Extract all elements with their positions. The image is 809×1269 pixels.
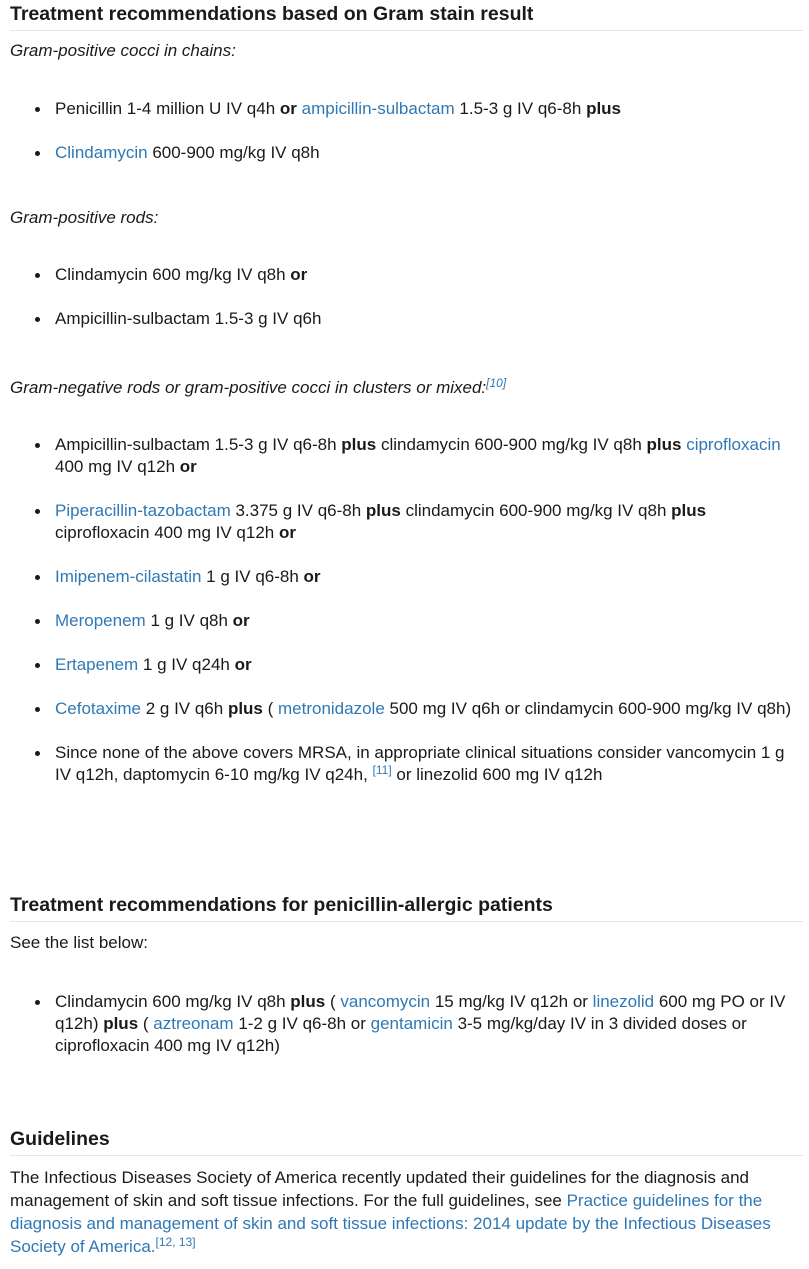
item-bold-text: plus	[341, 435, 377, 454]
section-title-guidelines: Guidelines	[10, 1125, 803, 1156]
item-text: Clindamycin 600 mg/kg IV q8h	[55, 265, 291, 284]
item-text: 1 g IV q24h	[138, 655, 235, 674]
drug-link[interactable]: linezolid	[592, 992, 655, 1011]
subheading-gp-rods: Gram-positive rods:	[10, 208, 159, 227]
item-text: 1 g IV q6-8h	[201, 567, 304, 586]
list-item	[55, 610, 803, 632]
item-text: or linezolid 600 mg IV q12h	[391, 765, 603, 784]
item-text: 3-5 mg/kg/day IV in 3 divided doses or ciprofloxacin 400 mg IV q12h)	[55, 1014, 747, 1055]
guidelines-paragraph	[10, 1166, 803, 1258]
item-text: (	[262, 699, 278, 718]
item-bold-text: or	[279, 99, 297, 118]
list-item	[55, 991, 803, 1057]
subheading-gpc-chains: Gram-positive cocci in chains:	[10, 41, 236, 60]
list-gn-mixed	[10, 434, 803, 808]
section2-intro: See the list below:	[10, 933, 148, 952]
drug-link[interactable]: Ertapenem	[55, 655, 139, 674]
item-text: 1.5-3 g IV q6-8h	[454, 99, 587, 118]
subheading-gn-mixed	[10, 377, 803, 399]
list-item	[55, 566, 803, 588]
list-item	[55, 98, 803, 120]
item-bold-text: plus	[586, 99, 622, 118]
reference-link[interactable]: [11]	[372, 763, 392, 777]
item-bold-text: or	[232, 611, 250, 630]
item-bold-text: plus	[365, 501, 401, 520]
list-item	[55, 142, 803, 164]
item-text: 15 mg/kg IV q12h or	[430, 992, 593, 1011]
drug-link[interactable]: gentamicin	[370, 1014, 453, 1033]
section-title-gram-stain: Treatment recommendations based on Gram stain result	[10, 0, 803, 31]
drug-link[interactable]: aztreonam	[153, 1014, 234, 1033]
item-text: 500 mg IV q6h or clindamycin 600-900 mg/kg IV q8h)	[384, 699, 792, 718]
item-text: Clindamycin 600 mg/kg IV q8h	[55, 992, 291, 1011]
item-bold-text: or	[179, 457, 197, 476]
item-bold-text: plus	[671, 501, 707, 520]
item-bold-text: plus	[290, 992, 326, 1011]
item-text: 600 mg PO or IV q12h)	[55, 992, 786, 1033]
item-text: (	[325, 992, 341, 1011]
list-item	[55, 654, 803, 676]
item-bold-text: or	[303, 567, 321, 586]
list-penicillin-allergic	[10, 991, 803, 1079]
subheading-gn-mixed-text: Gram-negative rods or gram-positive cocci in clusters or mixed:	[10, 378, 487, 397]
item-text: 400 mg IV q12h	[55, 457, 180, 476]
item-bold-text: or	[234, 655, 252, 674]
item-text: (	[138, 1014, 154, 1033]
section-title-penicillin-allergic: Treatment recommendations for penicillin-allergic patients	[10, 891, 803, 922]
reference-link-10[interactable]: [10]	[486, 376, 507, 390]
drug-link[interactable]: Cefotaxime	[55, 699, 141, 718]
drug-link[interactable]: ciprofloxacin	[686, 435, 781, 454]
list-gpc-chains	[10, 98, 803, 186]
drug-link[interactable]: Piperacillin-tazobactam	[55, 501, 231, 520]
guidelines-link[interactable]: Practice guidelines for the diagnosis and management of skin and soft tissue infections: 2014 update by the Infectious Diseases Society of America.	[10, 1191, 771, 1256]
list-item	[55, 742, 803, 786]
item-text: clindamycin 600-900 mg/kg IV q8h	[400, 501, 672, 520]
item-text: Ampicillin-sulbactam 1.5-3 g IV q6h	[55, 309, 322, 328]
item-text: Since none of the above covers MRSA, in appropriate clinical situations consider vancomycin 1 g IV q12h, daptomycin 6-10 mg/kg IV q24h,	[55, 743, 785, 784]
list-item	[55, 698, 803, 720]
list-item	[55, 264, 803, 286]
item-bold-text: plus	[103, 1014, 139, 1033]
drug-link[interactable]: Meropenem	[55, 611, 146, 630]
item-bold-text: or	[290, 265, 308, 284]
item-text: clindamycin 600-900 mg/kg IV q8h	[376, 435, 647, 454]
list-item	[55, 500, 803, 544]
item-text: 1 g IV q8h	[145, 611, 233, 630]
item-bold-text: plus	[646, 435, 682, 454]
item-text: Penicillin 1-4 million U IV q4h	[55, 99, 280, 118]
list-item	[55, 308, 803, 330]
drug-link[interactable]: Imipenem-cilastatin	[55, 567, 202, 586]
drug-link[interactable]: metronidazole	[278, 699, 385, 718]
item-text: 600-900 mg/kg IV q8h	[147, 143, 320, 162]
reference-link-12-13[interactable]: [12, 13]	[155, 1235, 196, 1249]
drug-link[interactable]: Clindamycin	[55, 143, 148, 162]
item-bold-text: plus	[227, 699, 263, 718]
drug-link[interactable]: vancomycin	[340, 992, 431, 1011]
item-text: 2 g IV q6h	[140, 699, 228, 718]
guidelines-text: The Infectious Diseases Society of America recently updated their guidelines for the diagnosis and management of skin and soft tissue infections. For the full guidelines, see	[10, 1168, 749, 1210]
item-text: Ampicillin-sulbactam 1.5-3 g IV q6-8h	[55, 435, 342, 454]
item-text: 3.375 g IV q6-8h	[230, 501, 366, 520]
drug-link[interactable]: ampicillin-sulbactam	[301, 99, 455, 118]
item-text: 1-2 g IV q6-8h or	[233, 1014, 371, 1033]
item-bold-text: or	[278, 523, 296, 542]
list-gp-rods	[10, 264, 803, 352]
item-text: ciprofloxacin 400 mg IV q12h	[55, 523, 279, 542]
list-item	[55, 434, 803, 478]
